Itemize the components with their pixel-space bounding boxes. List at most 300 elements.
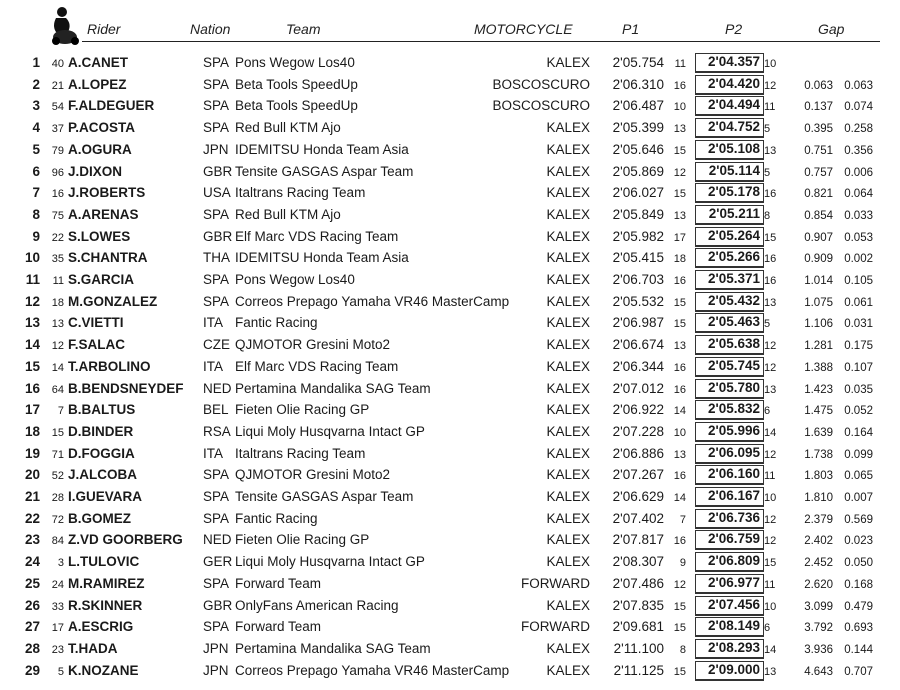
- gap-to-first: 1.810: [804, 492, 833, 504]
- nation-code: RSA: [203, 423, 231, 439]
- p2-time: 2'05.371: [695, 270, 764, 290]
- table-row: [0, 139, 900, 161]
- p1-time: 2'05.532: [612, 293, 664, 309]
- p1-time: 2'06.703: [612, 272, 664, 287]
- rider-number: 79: [51, 144, 64, 157]
- gap-to-previous: 0.356: [844, 144, 873, 157]
- p1-time: 2'08.307: [612, 554, 664, 570]
- team-name: Correos Prepago Yamaha VR46 MasterCamp: [235, 662, 510, 678]
- gap-to-previous: 0.064: [844, 188, 873, 201]
- team-name: Forward Team: [235, 575, 322, 591]
- table-row: [0, 638, 900, 660]
- p1-time: 2'06.886: [612, 445, 664, 461]
- position: 26: [24, 597, 40, 613]
- p1-lap: 13: [673, 340, 686, 353]
- gap-to-previous: 0.033: [844, 209, 873, 222]
- gap-to-first: 1.388: [804, 361, 833, 374]
- p1-lap: 16: [673, 470, 686, 483]
- position: 17: [24, 402, 40, 418]
- rider-name: S.LOWES: [68, 228, 131, 244]
- rider-number: 21: [51, 79, 64, 92]
- p1-lap: 15: [673, 665, 686, 678]
- table-row: [0, 182, 900, 204]
- motorcycle: FORWARD: [521, 619, 590, 635]
- p2-time: 2'05.178: [695, 183, 764, 203]
- rider-number: 54: [51, 101, 64, 114]
- rider-name: D.FOGGIA: [68, 445, 135, 461]
- gap-to-previous: 0.693: [844, 622, 873, 635]
- p2-lap: 6: [764, 622, 771, 635]
- rider-name: S.CHANTRA: [68, 250, 148, 266]
- rider-number: 23: [51, 643, 64, 656]
- p1-time: 2'05.869: [612, 163, 664, 179]
- p1-time: 2'07.835: [612, 597, 664, 613]
- p1-lap: 16: [673, 275, 686, 287]
- rider-name: F.SALAC: [68, 337, 125, 353]
- p2-time: 2'05.638: [695, 335, 764, 355]
- team-name: Fieten Olie Racing GP: [235, 402, 370, 418]
- position: 18: [24, 423, 40, 439]
- motorcycle: KALEX: [546, 489, 590, 504]
- p1-time: 2'06.629: [612, 489, 664, 504]
- table-row: [0, 508, 900, 530]
- gap-to-first: 0.137: [804, 101, 833, 114]
- rider-number: 96: [51, 166, 64, 179]
- p2-time: 2'04.420: [695, 75, 764, 95]
- gap-to-previous: 0.099: [844, 448, 873, 461]
- p2-time: 2'06.736: [695, 509, 764, 529]
- p1-lap: 16: [673, 361, 686, 374]
- nation-code: SPA: [203, 120, 230, 136]
- rider-name: J.ALCOBA: [68, 467, 138, 483]
- motorcycle: KALEX: [546, 315, 590, 331]
- gap-to-first: 2.620: [804, 578, 833, 591]
- p1-time: 2'05.399: [612, 120, 664, 136]
- gap-to-first: 1.281: [804, 340, 833, 353]
- p1-time: 2'05.415: [612, 250, 664, 266]
- team-name: Liqui Moly Husqvarna Intact GP: [235, 423, 425, 439]
- rider-name: B.GOMEZ: [68, 510, 131, 526]
- gap-to-previous: 0.168: [844, 578, 873, 591]
- p2-lap: 12: [764, 535, 777, 548]
- p2-time: 2'07.456: [695, 596, 764, 616]
- gap-to-first: 2.452: [804, 557, 833, 570]
- gap-to-first: 0.907: [804, 231, 833, 244]
- p2-time: 2'06.809: [695, 552, 764, 572]
- header-motorcycle: MOTORCYCLE: [474, 21, 573, 37]
- gap-to-previous: 0.107: [844, 361, 873, 374]
- p1-time: 2'06.674: [612, 337, 664, 353]
- gap-to-first: 1.014: [804, 275, 833, 287]
- team-name: Tensite GASGAS Aspar Team: [235, 489, 414, 504]
- gap-to-first: 2.379: [804, 513, 833, 526]
- nation-code: SPA: [203, 467, 230, 483]
- nation-code: GBR: [203, 228, 233, 244]
- position: 20: [24, 467, 40, 483]
- rider-name: A.LOPEZ: [68, 76, 127, 92]
- nation-code: SPA: [203, 76, 230, 92]
- table-row: [0, 95, 900, 117]
- p2-time: 2'06.167: [695, 487, 764, 507]
- team-name: Fieten Olie Racing GP: [235, 532, 370, 548]
- gap-to-previous: 0.023: [844, 535, 873, 548]
- team-name: Correos Prepago Yamaha VR46 MasterCamp: [235, 293, 510, 309]
- table-row: [0, 74, 900, 96]
- position: 9: [32, 228, 40, 244]
- rider-name: S.GARCIA: [68, 272, 135, 287]
- gap-to-previous: 0.175: [844, 340, 873, 353]
- p1-lap: 8: [679, 643, 686, 656]
- p2-time: 2'06.095: [695, 444, 764, 464]
- motorcycle: KALEX: [546, 532, 590, 548]
- p1-time: 2'06.344: [612, 358, 664, 374]
- p2-lap: 8: [764, 209, 771, 222]
- p2-time: 2'08.293: [695, 639, 764, 659]
- rider-number: 71: [51, 448, 64, 461]
- nation-code: GER: [203, 554, 233, 570]
- p2-time: 2'05.211: [695, 205, 764, 225]
- p1-lap: 17: [673, 231, 686, 244]
- p2-lap: 14: [764, 426, 777, 439]
- p1-time: 2'11.100: [613, 640, 664, 656]
- table-row: [0, 464, 900, 486]
- p2-lap: 13: [764, 144, 777, 157]
- table-row: [0, 312, 900, 334]
- gap-to-first: 1.106: [804, 318, 833, 331]
- table-row: [0, 595, 900, 617]
- p1-lap: 13: [673, 448, 686, 461]
- p1-time: 2'07.228: [612, 423, 664, 439]
- p2-lap: 6: [764, 405, 771, 418]
- p2-time: 2'05.832: [695, 400, 764, 420]
- position: 16: [24, 380, 40, 396]
- gap-to-first: 3.936: [804, 643, 833, 656]
- rider-name: M.GONZALEZ: [68, 293, 158, 309]
- team-name: Forward Team: [235, 619, 322, 635]
- rider-name: M.RAMIREZ: [68, 575, 145, 591]
- nation-code: NED: [203, 532, 232, 548]
- gap-to-previous: 0.105: [844, 275, 873, 287]
- p2-time: 2'05.432: [695, 292, 764, 312]
- p2-time: 2'05.264: [695, 227, 764, 247]
- position: 12: [24, 293, 40, 309]
- p2-lap: 12: [764, 513, 777, 526]
- header-nation: Nation: [190, 21, 231, 37]
- nation-code: SPA: [203, 489, 230, 504]
- position: 3: [32, 98, 40, 114]
- rider-number: 75: [51, 209, 64, 222]
- motorcycle: KALEX: [546, 640, 590, 656]
- motorcycle: KALEX: [546, 467, 590, 483]
- table-row: [0, 399, 900, 421]
- gap-to-previous: 0.052: [844, 405, 873, 418]
- gap-to-first: 1.423: [804, 383, 833, 396]
- gap-to-first: 0.821: [804, 188, 833, 201]
- rider-name: K.NOZANE: [68, 662, 139, 678]
- header-p2: P2: [725, 21, 743, 37]
- p1-lap: 16: [673, 383, 686, 396]
- team-name: Fantic Racing: [235, 315, 318, 331]
- p2-lap: 5: [764, 318, 771, 331]
- table-row: [0, 269, 900, 291]
- nation-code: GBR: [203, 597, 233, 613]
- p2-lap: 13: [764, 296, 777, 309]
- gap-to-first: 1.639: [804, 426, 833, 439]
- gap-to-previous: 0.164: [844, 426, 873, 439]
- rider-name: A.ARENAS: [68, 206, 139, 222]
- gap-to-first: 0.909: [804, 253, 833, 266]
- gap-to-previous: 0.035: [844, 383, 873, 396]
- rider-number: 3: [57, 557, 64, 570]
- p1-time: 2'06.027: [612, 185, 664, 201]
- motorcycle: KALEX: [546, 423, 590, 439]
- table-header: [0, 0, 900, 44]
- gap-to-previous: 0.053: [844, 231, 873, 244]
- p1-time: 2'06.487: [612, 98, 664, 114]
- p1-lap: 12: [673, 578, 686, 591]
- p2-lap: 11: [764, 470, 776, 483]
- header-team: Team: [286, 21, 321, 37]
- p2-time: 2'06.160: [695, 465, 764, 485]
- header-gap: Gap: [818, 21, 845, 37]
- p2-lap: 11: [764, 101, 776, 114]
- motorcycle: KALEX: [546, 141, 590, 157]
- position: 8: [32, 206, 40, 222]
- rider-number: 33: [51, 600, 64, 613]
- motorcycle: BOSCOSCURO: [492, 76, 590, 92]
- nation-code: GBR: [203, 163, 233, 179]
- gap-to-first: 0.063: [804, 79, 833, 92]
- motorcycle: BOSCOSCURO: [492, 98, 590, 114]
- team-name: Beta Tools SpeedUp: [235, 98, 358, 114]
- rider-name: T.HADA: [68, 640, 118, 656]
- p1-time: 2'06.310: [612, 76, 664, 92]
- p2-lap: 10: [764, 600, 777, 613]
- table-row: [0, 334, 900, 356]
- p1-time: 2'05.646: [612, 141, 664, 157]
- team-name: Pons Wegow Los40: [235, 55, 355, 70]
- motorcycle: KALEX: [546, 272, 590, 287]
- p2-lap: 10: [764, 492, 777, 504]
- team-name: Italtrans Racing Team: [235, 185, 366, 201]
- p2-lap: 15: [764, 231, 777, 244]
- gap-to-first: 3.099: [804, 600, 833, 613]
- team-name: IDEMITSU Honda Team Asia: [235, 141, 409, 157]
- position: 21: [24, 489, 40, 504]
- rider-name: F.ALDEGUER: [68, 98, 155, 114]
- rider-number: 13: [51, 318, 64, 331]
- team-name: Red Bull KTM Ajo: [235, 120, 341, 136]
- position: 10: [24, 250, 40, 266]
- p2-time: 2'05.745: [695, 357, 764, 377]
- p1-lap: 15: [673, 318, 686, 331]
- rider-name: A.CANET: [68, 55, 128, 70]
- rider-number: 15: [51, 426, 64, 439]
- table-row: [0, 161, 900, 183]
- table-row: [0, 573, 900, 595]
- nation-code: SPA: [203, 619, 230, 635]
- rider-number: 40: [51, 58, 64, 70]
- motorcycle: KALEX: [546, 380, 590, 396]
- position: 5: [32, 141, 40, 157]
- team-name: Elf Marc VDS Racing Team: [235, 358, 399, 374]
- p1-lap: 15: [673, 188, 686, 201]
- p1-lap: 11: [674, 58, 686, 70]
- nation-code: CZE: [203, 337, 230, 353]
- gap-to-first: 2.402: [804, 535, 833, 548]
- team-name: Pertamina Mandalika SAG Team: [235, 380, 431, 396]
- motorcycle: KALEX: [546, 55, 590, 70]
- p1-time: 2'05.849: [612, 206, 664, 222]
- p2-time: 2'05.463: [695, 313, 764, 333]
- nation-code: JPN: [203, 662, 229, 678]
- rider-number: 22: [51, 231, 64, 244]
- nation-code: BEL: [203, 402, 229, 418]
- gap-to-first: 0.854: [804, 209, 833, 222]
- rider-number: 16: [51, 188, 64, 201]
- p1-time: 2'07.817: [612, 532, 664, 548]
- team-name: Red Bull KTM Ajo: [235, 206, 341, 222]
- p2-time: 2'06.977: [695, 574, 764, 594]
- p1-time: 2'05.754: [612, 55, 664, 70]
- team-name: OnlyFans American Racing: [235, 597, 399, 613]
- gap-to-first: 1.738: [804, 448, 833, 461]
- table-row: [0, 616, 900, 638]
- p1-lap: 16: [673, 535, 686, 548]
- p1-lap: 9: [679, 557, 686, 570]
- position: 14: [24, 337, 40, 353]
- table-row: [0, 356, 900, 378]
- nation-code: JPN: [203, 141, 229, 157]
- header-p1: P1: [622, 21, 640, 37]
- p2-lap: 13: [764, 665, 777, 678]
- rider-name: J.ROBERTS: [68, 185, 146, 201]
- rider-name: A.ESCRIG: [68, 619, 134, 635]
- p2-lap: 5: [764, 123, 771, 136]
- p1-lap: 14: [673, 492, 686, 504]
- p2-lap: 12: [764, 340, 777, 353]
- gap-to-first: 1.803: [804, 470, 833, 483]
- rider-name: I.GUEVARA: [68, 489, 143, 504]
- position: 28: [24, 640, 40, 656]
- p1-lap: 15: [673, 144, 686, 157]
- position: 13: [24, 315, 40, 331]
- motorcycle: KALEX: [546, 163, 590, 179]
- rider-number: 5: [57, 665, 64, 678]
- team-name: QJMOTOR Gresini Moto2: [235, 337, 391, 353]
- nation-code: USA: [203, 185, 231, 201]
- p2-time: 2'05.108: [695, 140, 764, 160]
- p2-time: 2'04.357: [695, 53, 764, 73]
- rider-number: 72: [51, 513, 64, 526]
- rider-number: 84: [51, 535, 64, 548]
- position: 6: [32, 163, 40, 179]
- position: 29: [24, 662, 40, 678]
- p2-lap: 16: [764, 253, 777, 266]
- gap-to-first: 0.757: [804, 166, 833, 179]
- rider-number: 64: [51, 383, 64, 396]
- nation-code: SPA: [203, 98, 230, 114]
- p2-lap: 11: [764, 578, 776, 591]
- team-name: Elf Marc VDS Racing Team: [235, 228, 399, 244]
- rider-number: 14: [51, 361, 64, 374]
- gap-to-first: 4.643: [804, 665, 833, 678]
- position: 22: [24, 510, 40, 526]
- gap-to-previous: 0.569: [844, 513, 873, 526]
- header-divider: [82, 41, 880, 42]
- nation-code: SPA: [203, 293, 230, 309]
- table-row: [0, 204, 900, 226]
- gap-to-previous: 0.065: [844, 470, 873, 483]
- gap-to-previous: 0.007: [844, 492, 873, 504]
- p1-time: 2'07.012: [612, 380, 664, 396]
- gap-to-previous: 0.050: [844, 557, 873, 570]
- p1-lap: 10: [673, 101, 686, 114]
- position: 23: [24, 532, 40, 548]
- position: 24: [24, 554, 40, 570]
- team-name: Beta Tools SpeedUp: [235, 76, 358, 92]
- gap-to-first: 0.395: [804, 123, 833, 136]
- rider-name: B.BENDSNEYDEF: [68, 380, 184, 396]
- gap-to-previous: 0.144: [844, 643, 873, 656]
- table-row: [0, 421, 900, 443]
- motorcycle: FORWARD: [521, 575, 590, 591]
- motorcycle: KALEX: [546, 185, 590, 201]
- position: 2: [32, 76, 40, 92]
- team-name: Tensite GASGAS Aspar Team: [235, 163, 414, 179]
- p2-lap: 14: [764, 643, 777, 656]
- motorcycle: KALEX: [546, 402, 590, 418]
- p1-lap: 10: [673, 426, 686, 439]
- p2-lap: 13: [764, 383, 777, 396]
- nation-code: SPA: [203, 55, 230, 70]
- p1-lap: 15: [673, 600, 686, 613]
- gap-to-first: 0.751: [804, 144, 833, 157]
- table-row: [0, 378, 900, 400]
- gap-to-previous: 0.707: [844, 665, 873, 678]
- position: 4: [32, 120, 40, 136]
- position: 25: [24, 575, 40, 591]
- p1-time: 2'06.922: [612, 402, 664, 418]
- p1-lap: 18: [673, 253, 686, 266]
- gap-to-previous: 0.258: [844, 123, 873, 136]
- team-name: IDEMITSU Honda Team Asia: [235, 250, 409, 266]
- p1-time: 2'11.125: [613, 662, 664, 678]
- p1-lap: 7: [679, 513, 686, 526]
- p1-time: 2'07.486: [612, 575, 664, 591]
- gap-to-first: 1.475: [804, 405, 833, 418]
- table-row: [0, 117, 900, 139]
- motorcycle: KALEX: [546, 554, 590, 570]
- rider-name: Z.VD GOORBERG: [68, 532, 183, 548]
- p1-lap: 15: [673, 296, 686, 309]
- table-row: [0, 247, 900, 269]
- rider-name: L.TULOVIC: [68, 554, 140, 570]
- table-row: [0, 443, 900, 465]
- gap-to-first: 1.075: [804, 296, 833, 309]
- motorcycle: KALEX: [546, 120, 590, 136]
- position: 1: [32, 55, 40, 70]
- p2-lap: 12: [764, 448, 777, 461]
- motorcycle: KALEX: [546, 293, 590, 309]
- team-name: Italtrans Racing Team: [235, 445, 366, 461]
- rider-name: R.SKINNER: [68, 597, 143, 613]
- rider-number: 18: [51, 296, 64, 309]
- p1-lap: 13: [673, 209, 686, 222]
- header-rider: Rider: [87, 21, 121, 37]
- p1-lap: 13: [673, 123, 686, 136]
- rider-name: J.DIXON: [68, 163, 123, 179]
